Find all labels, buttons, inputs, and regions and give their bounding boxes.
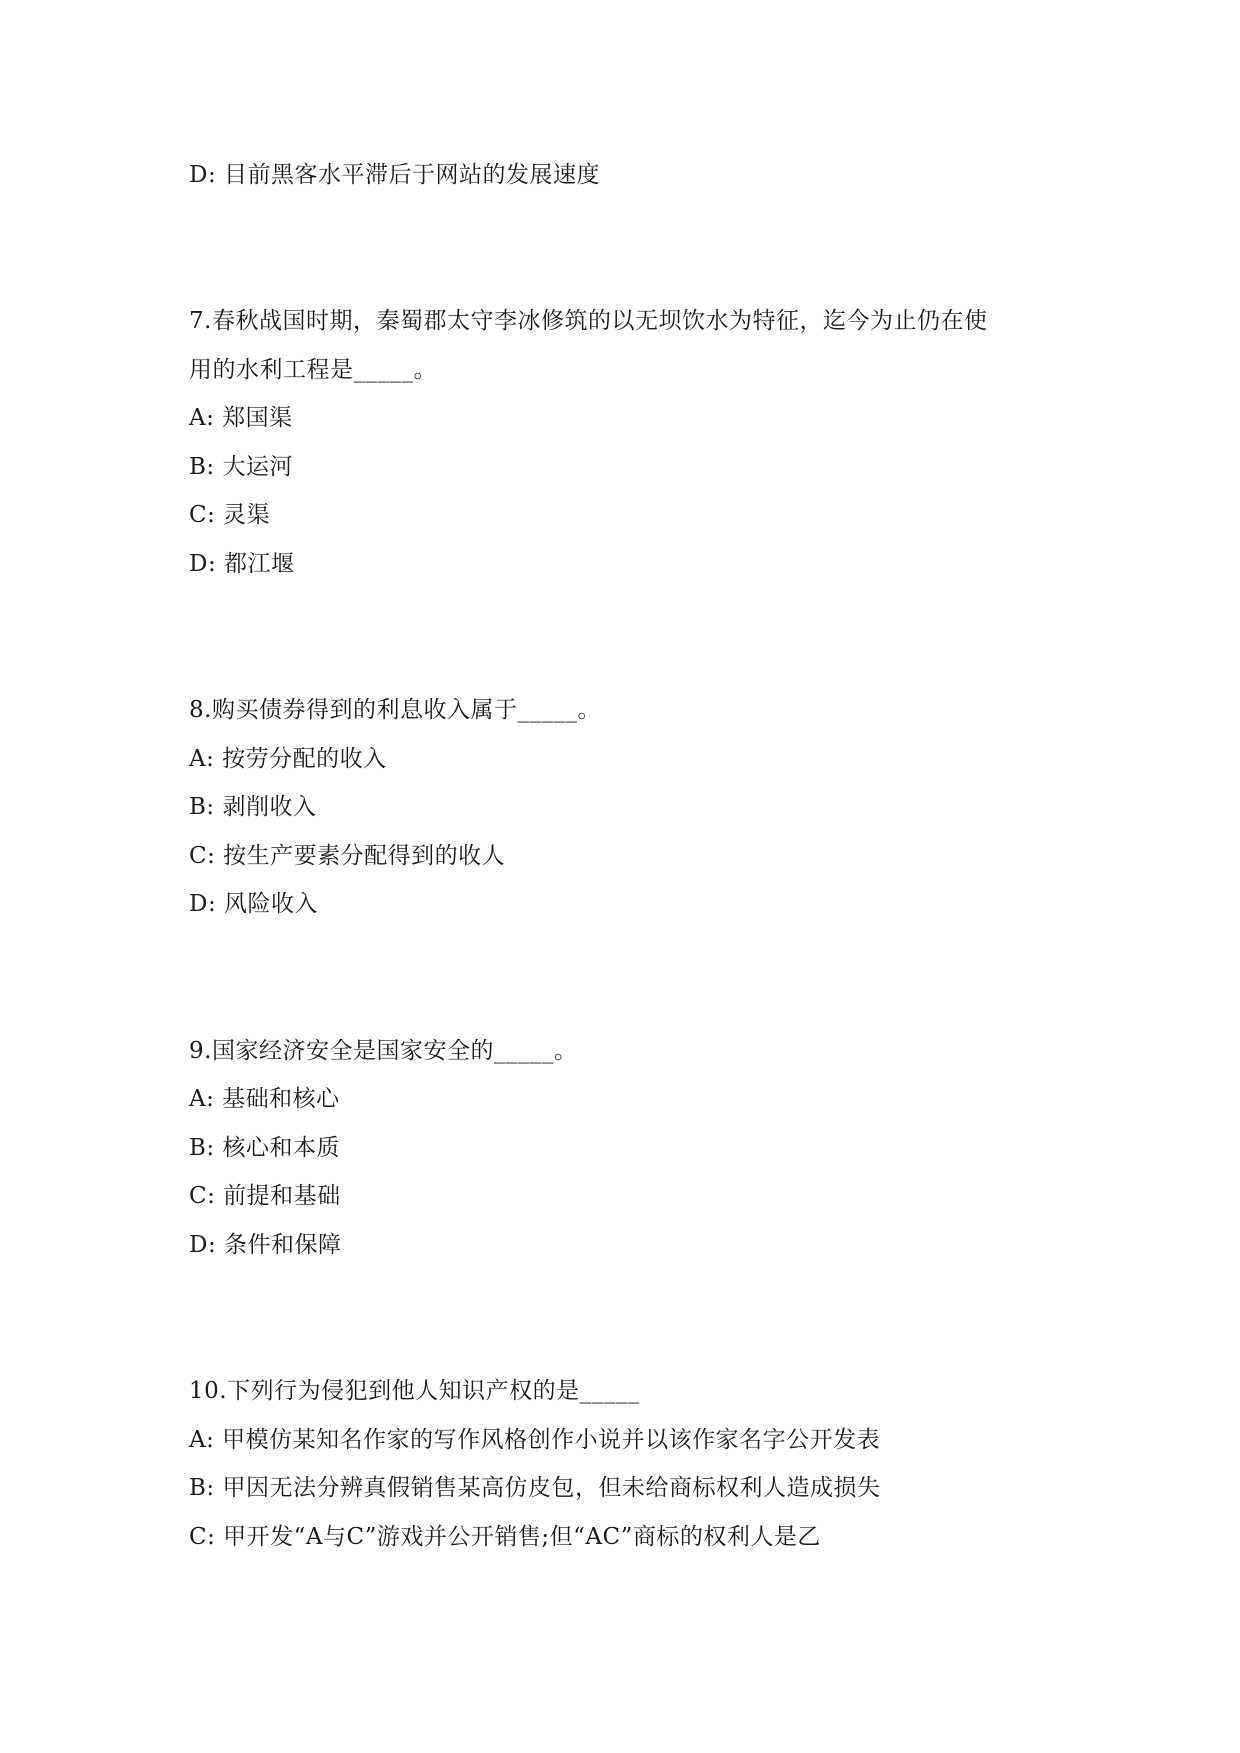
q9-stem: 9.国家经济安全是国家安全的_____。 <box>189 1038 578 1064</box>
q8-option-d: D: 风险收入 <box>189 891 319 917</box>
q9-option-b: B: 核心和本质 <box>189 1135 340 1161</box>
q10-stem: 10.下列行为侵犯到他人知识产权的是_____ <box>189 1378 640 1404</box>
q6-option-d: D: 目前黑客水平滞后于网站的发展速度 <box>189 162 601 188</box>
q10-option-c: C: 甲开发“A与C”游戏并公开销售;但“AC”商标的权利人是乙 <box>189 1524 821 1550</box>
q8-option-c: C: 按生产要素分配得到的收人 <box>189 843 506 869</box>
q9-option-d: D: 条件和保障 <box>189 1232 342 1258</box>
q7-option-d: D: 都江堰 <box>189 551 295 577</box>
q7-stem-line2: 用的水利工程是_____。 <box>189 357 437 383</box>
q7-stem-line1: 7.春秋战国时期，秦蜀郡太守李冰修筑的以无坝饮水为特征，迄今为止仍在使 <box>189 308 988 334</box>
q10-option-b: B: 甲因无法分辨真假销售某高仿皮包，但未给商标权利人造成损失 <box>189 1475 881 1501</box>
q7-option-c: C: 灵渠 <box>189 502 271 528</box>
q8-option-a: A: 按劳分配的收入 <box>189 746 387 772</box>
q10-option-a: A: 甲模仿某知名作家的写作风格创作小说并以该作家名字公开发表 <box>189 1427 881 1453</box>
q8-stem: 8.购买债券得到的利息收入属于_____。 <box>189 697 601 723</box>
q9-option-a: A: 基础和核心 <box>189 1086 340 1112</box>
q7-option-a: A: 郑国渠 <box>189 405 293 431</box>
q7-option-b: B: 大运河 <box>189 454 293 480</box>
q9-option-c: C: 前提和基础 <box>189 1183 341 1209</box>
q8-option-b: B: 剥削收入 <box>189 794 317 820</box>
